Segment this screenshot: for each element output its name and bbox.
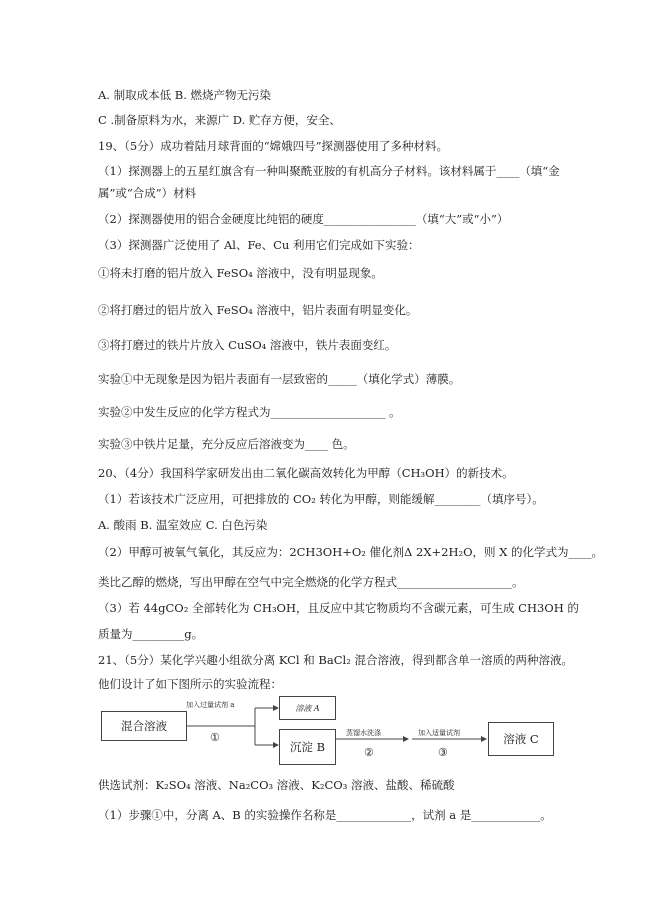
text-line: A. 制取成本低 B. 燃烧产物无污染 — [98, 88, 272, 102]
box-solution-c: 溶液 C — [488, 722, 554, 756]
text-line: 21、（5分）某化学兴趣小组欲分离 KCl 和 BaCl₂ 混合溶液，得到都含单一溶质的两种溶液。 — [98, 653, 573, 667]
box-mixed-solution: 混合溶液 — [101, 711, 187, 741]
text-line: 实验③中铁片足量，充分反应后溶液变为____ 色。 — [98, 437, 355, 451]
text-line: 19、（5分）成功着陆月球背面的“嫦娥四号”探测器使用了多种材料。 — [98, 139, 448, 153]
text-line: （3）探测器广泛使用了 Al、Fe、Cu 利用它们完成如下实验： — [98, 238, 420, 252]
text-line: （1）探测器上的五星红旗含有一种叫聚酰亚胺的有机高分子材料。该材料属于____（填“金 — [98, 164, 560, 178]
text-line: 类比乙醇的燃烧，写出甲醇在空气中完全燃烧的化学方程式____________________。 — [98, 575, 524, 589]
text-line: 实验①中无现象是因为铝片表面有一层致密的_____（填化学式）薄膜。 — [98, 372, 461, 386]
text-line: A. 酸雨 B. 温室效应 C. 白色污染 — [98, 518, 268, 532]
text-line: （3）若 44gCO₂ 全部转化为 CH₃OH，且反应中其它物质均不含碳元素，可生成 CH3OH 的 — [98, 601, 579, 615]
text-line: 质量为_________g。 — [98, 627, 204, 641]
text-line: 实验②中发生反应的化学方程式为____________________ 。 — [98, 405, 401, 419]
text-line: C .制备原料为水，来源广 D. 贮存方便，安全、 — [98, 113, 341, 127]
box-solution-a: 溶液 A — [279, 696, 336, 720]
text-line: ③将打磨过的铁片片放入 CuSO₄ 溶液中，铁片表面变红。 — [98, 338, 397, 352]
arrow1-label: 加入过量试剂 a — [186, 701, 235, 709]
text-line: （1）若该技术广泛应用，可把排放的 CO₂ 转化为甲醇，则能缓解________（填序号）。 — [98, 492, 544, 506]
text-line: （1）步骤①中，分离 A、B 的实验操作名称是_____________，试剂 a 是____________。 — [98, 808, 552, 822]
text-line: ①将未打磨的铝片放入 FeSO₄ 溶液中，没有明显现象。 — [98, 266, 383, 280]
text-line: ②将打磨过的铝片放入 FeSO₄ 溶液中，铝片表面有明显变化。 — [98, 303, 418, 317]
step3-number: ③ — [438, 746, 448, 759]
arrow2-label: 蒸馏水洗涤 — [346, 729, 381, 737]
text-line: 20、（4分）我国科学家研发出由二氧化碳高效转化为甲醇（CH₃OH）的新技术。 — [98, 466, 514, 480]
arrow3-label: 加入适量试剂 — [418, 729, 460, 737]
text-line: 他们设计了如下图所示的实验流程： — [98, 677, 282, 691]
text-line: 属”或“合成”）材料 — [98, 186, 197, 200]
step1-number: ① — [210, 731, 220, 744]
text-line: （2）甲醇可被氧气氧化，其反应为：2CH3OH+O₂ 催化剂Δ 2X+2H₂O，则 X 的化学式为____。 — [98, 545, 604, 559]
box-precipitate-b: 沉淀 B — [279, 729, 336, 765]
text-line: 供选试剂：K₂SO₄ 溶液、Na₂CO₃ 溶液、K₂CO₃ 溶液、盐酸、稀硫酸 — [98, 778, 455, 792]
step2-number: ② — [364, 746, 374, 759]
text-line: （2）探测器使用的铝合金硬度比纯铝的硬度________________（填“大”或“小”） — [98, 212, 509, 226]
